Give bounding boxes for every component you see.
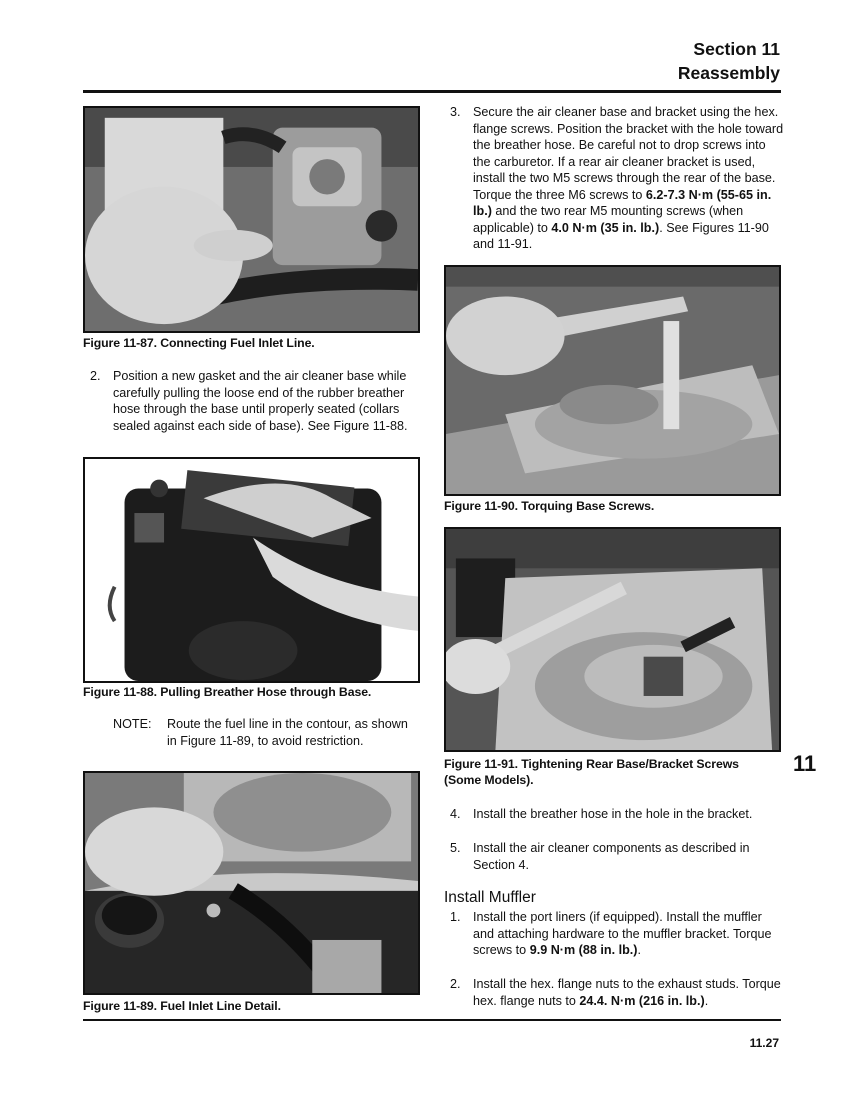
step-4-number: 4. (450, 807, 461, 821)
step-2-number: 2. (90, 369, 101, 383)
note-label: NOTE: (113, 717, 152, 731)
figure-11-87-photo (83, 106, 420, 333)
muffler-step-1-text-c: . (637, 943, 641, 957)
figure-11-88-photo (83, 457, 420, 683)
figure-11-91-caption-line1: Figure 11-91. Tightening Rear Base/Bracket Screws (444, 757, 739, 771)
step-3-number: 3. (450, 105, 461, 119)
page-title: Reassembly (677, 63, 780, 83)
muffler-step-2-torque: 24.4. N·m (216 in. lb.) (579, 993, 705, 1008)
muffler-step-1-torque: 9.9 N·m (88 in. lb.) (529, 943, 638, 957)
footer-rule (83, 1019, 781, 1021)
figure-11-89-caption: Figure 11-89. Fuel Inlet Line Detail. (83, 999, 281, 1013)
step-2-text: Position a new gasket and the air cleaner base while carefully pulling the loose end of the rubber breather hose through the base until properly seated (collars sealed against each side of base). See Figure 11-88. (113, 369, 408, 433)
step-3-text-c: and the two rear M5 mounting screws (when applicable) to (473, 204, 744, 235)
note-text: Route the fuel line in the contour, as shown in Figure 11-89, to avoid restriction. (167, 717, 408, 748)
step-4 (450, 806, 785, 824)
muffler-step-2-text (473, 976, 785, 1009)
muffler-step-2 (450, 976, 785, 1010)
step-2 (90, 368, 420, 452)
page-number: 11.27 (749, 1036, 779, 1050)
muffler-step-1-text-a: Install the port liners (if equipped). Install the muffler and attaching hardware to the muffler bracket. Torque screws to (473, 910, 772, 957)
install-muffler-heading: Install Muffler (444, 889, 536, 906)
step-3-text-e: . See Figures 11-90 and 11-91. (473, 220, 769, 251)
figure-11-87-caption: Figure 11-87. Connecting Fuel Inlet Line. (83, 336, 315, 350)
muffler-step-1 (450, 909, 785, 961)
step-5-number: 5. (450, 841, 461, 855)
muffler-step-1-number: 1. (450, 910, 461, 924)
figure-11-89-photo (83, 771, 420, 995)
step-5-text: Install the air cleaner components as described in Section 4. (473, 841, 750, 872)
figure-11-91-caption-line2: (Some Models). (444, 773, 534, 787)
section-tab: 11 (793, 751, 817, 776)
step-3 (450, 104, 785, 256)
section-label: Section 11 (693, 39, 780, 59)
step-3-text-a: Secure the air cleaner base and bracket using the hex. flange screws. Position the bracket with the hole toward the breather hose. Be careful not to drop screws into the carburetor. If a rear air cleaner bracket is used, install the two M5 screws through the rear of the base. Torque the three M6 screws to (473, 105, 784, 202)
step-3-text (473, 104, 785, 253)
figure-11-90-caption: Figure 11-90. Torquing Base Screws. (444, 499, 655, 513)
muffler-step-2-number: 2. (450, 977, 461, 991)
header-rule (83, 90, 781, 93)
step-5 (450, 840, 785, 874)
muffler-step-1-text (473, 909, 785, 959)
figure-11-88-caption: Figure 11-88. Pulling Breather Hose through Base. (83, 685, 372, 699)
muffler-step-2-text-c: . (704, 993, 709, 1008)
figure-11-91-photo (444, 527, 781, 752)
note (113, 716, 413, 768)
muffler-step-2-text-a: Install the hex. flange nuts to the exhaust studs. Torque hex. flange nuts to (473, 977, 781, 1008)
step-3-torque-m6: 6.2-7.3 N·m (55-65 in. lb.) (473, 187, 772, 218)
step-3-torque-m5: 4.0 N·m (35 in. lb.) (551, 220, 660, 235)
step-4-text: Install the breather hose in the hole in the bracket. (473, 807, 753, 821)
figure-11-90-photo (444, 265, 781, 496)
